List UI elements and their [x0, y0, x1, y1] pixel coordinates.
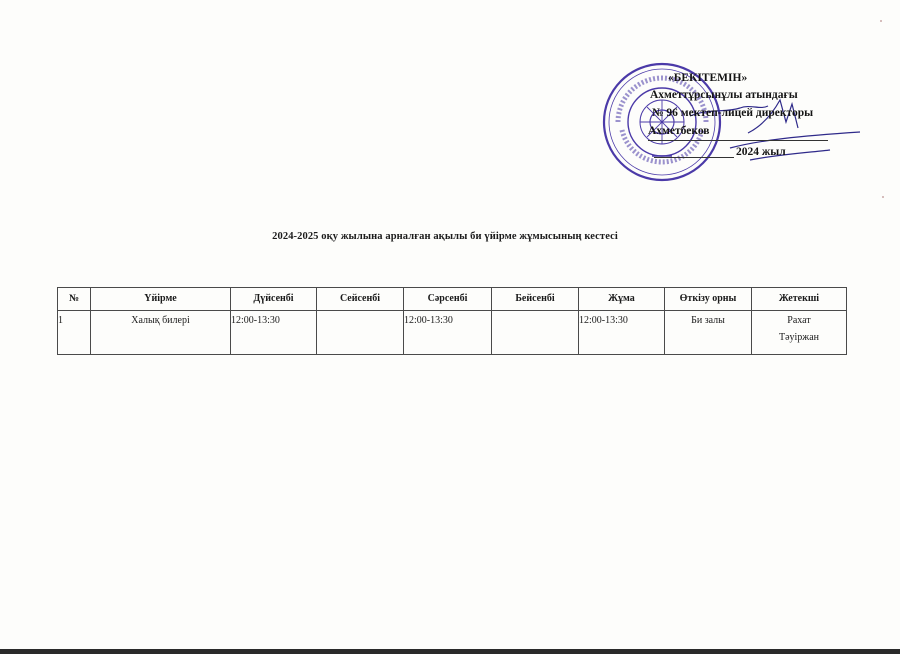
cell-number: 1	[58, 311, 91, 355]
document-title-text: 2024-2025 оқу жылына арналған ақылы би үйірме жұмысының кестесі	[272, 231, 618, 242]
leader-first-name: Рахат	[787, 315, 811, 326]
header-wednesday: Сәрсенбі	[404, 288, 492, 311]
header-friday: Жұма	[579, 288, 665, 311]
header-leader: Жетекші	[752, 288, 847, 311]
approval-heading: «БЕКІТЕМІН»	[668, 72, 748, 84]
header-place: Өткізу орны	[665, 288, 752, 311]
schedule-table	[57, 287, 847, 355]
cell-place: Би залы	[665, 311, 752, 355]
header-thursday: Бейсенбі	[492, 288, 579, 311]
school-name-line: Ахметтұрсынұлы атындағы	[650, 89, 798, 101]
approval-date: 2024 жыл	[736, 146, 786, 158]
document-title	[0, 231, 900, 242]
director-name: Ахметбеков	[648, 125, 710, 137]
header-club: Үйірме	[91, 288, 231, 311]
cell-thursday	[492, 311, 579, 355]
header-monday: Дүйсенбі	[231, 288, 317, 311]
cell-wednesday: 12:00-13:30	[404, 311, 492, 355]
cell-tuesday	[317, 311, 404, 355]
cell-club: Халық билері	[91, 311, 231, 355]
scan-speck	[882, 196, 884, 198]
header-tuesday: Сейсенбі	[317, 288, 404, 311]
scan-speck	[880, 20, 882, 22]
table-header-row	[58, 288, 847, 311]
cell-monday: 12:00-13:30	[231, 311, 317, 355]
cell-friday: 12:00-13:30	[579, 311, 665, 355]
scan-border	[0, 649, 900, 654]
table-row	[58, 311, 847, 355]
director-title-line: № 96 мектеп-лицей директоры	[652, 107, 814, 119]
signature-rule	[648, 140, 828, 141]
date-rule	[654, 157, 734, 158]
header-number: №	[58, 288, 91, 311]
approval-block	[600, 60, 890, 180]
leader-last-name: Тәуіржан	[778, 332, 820, 343]
cell-leader	[752, 311, 847, 355]
